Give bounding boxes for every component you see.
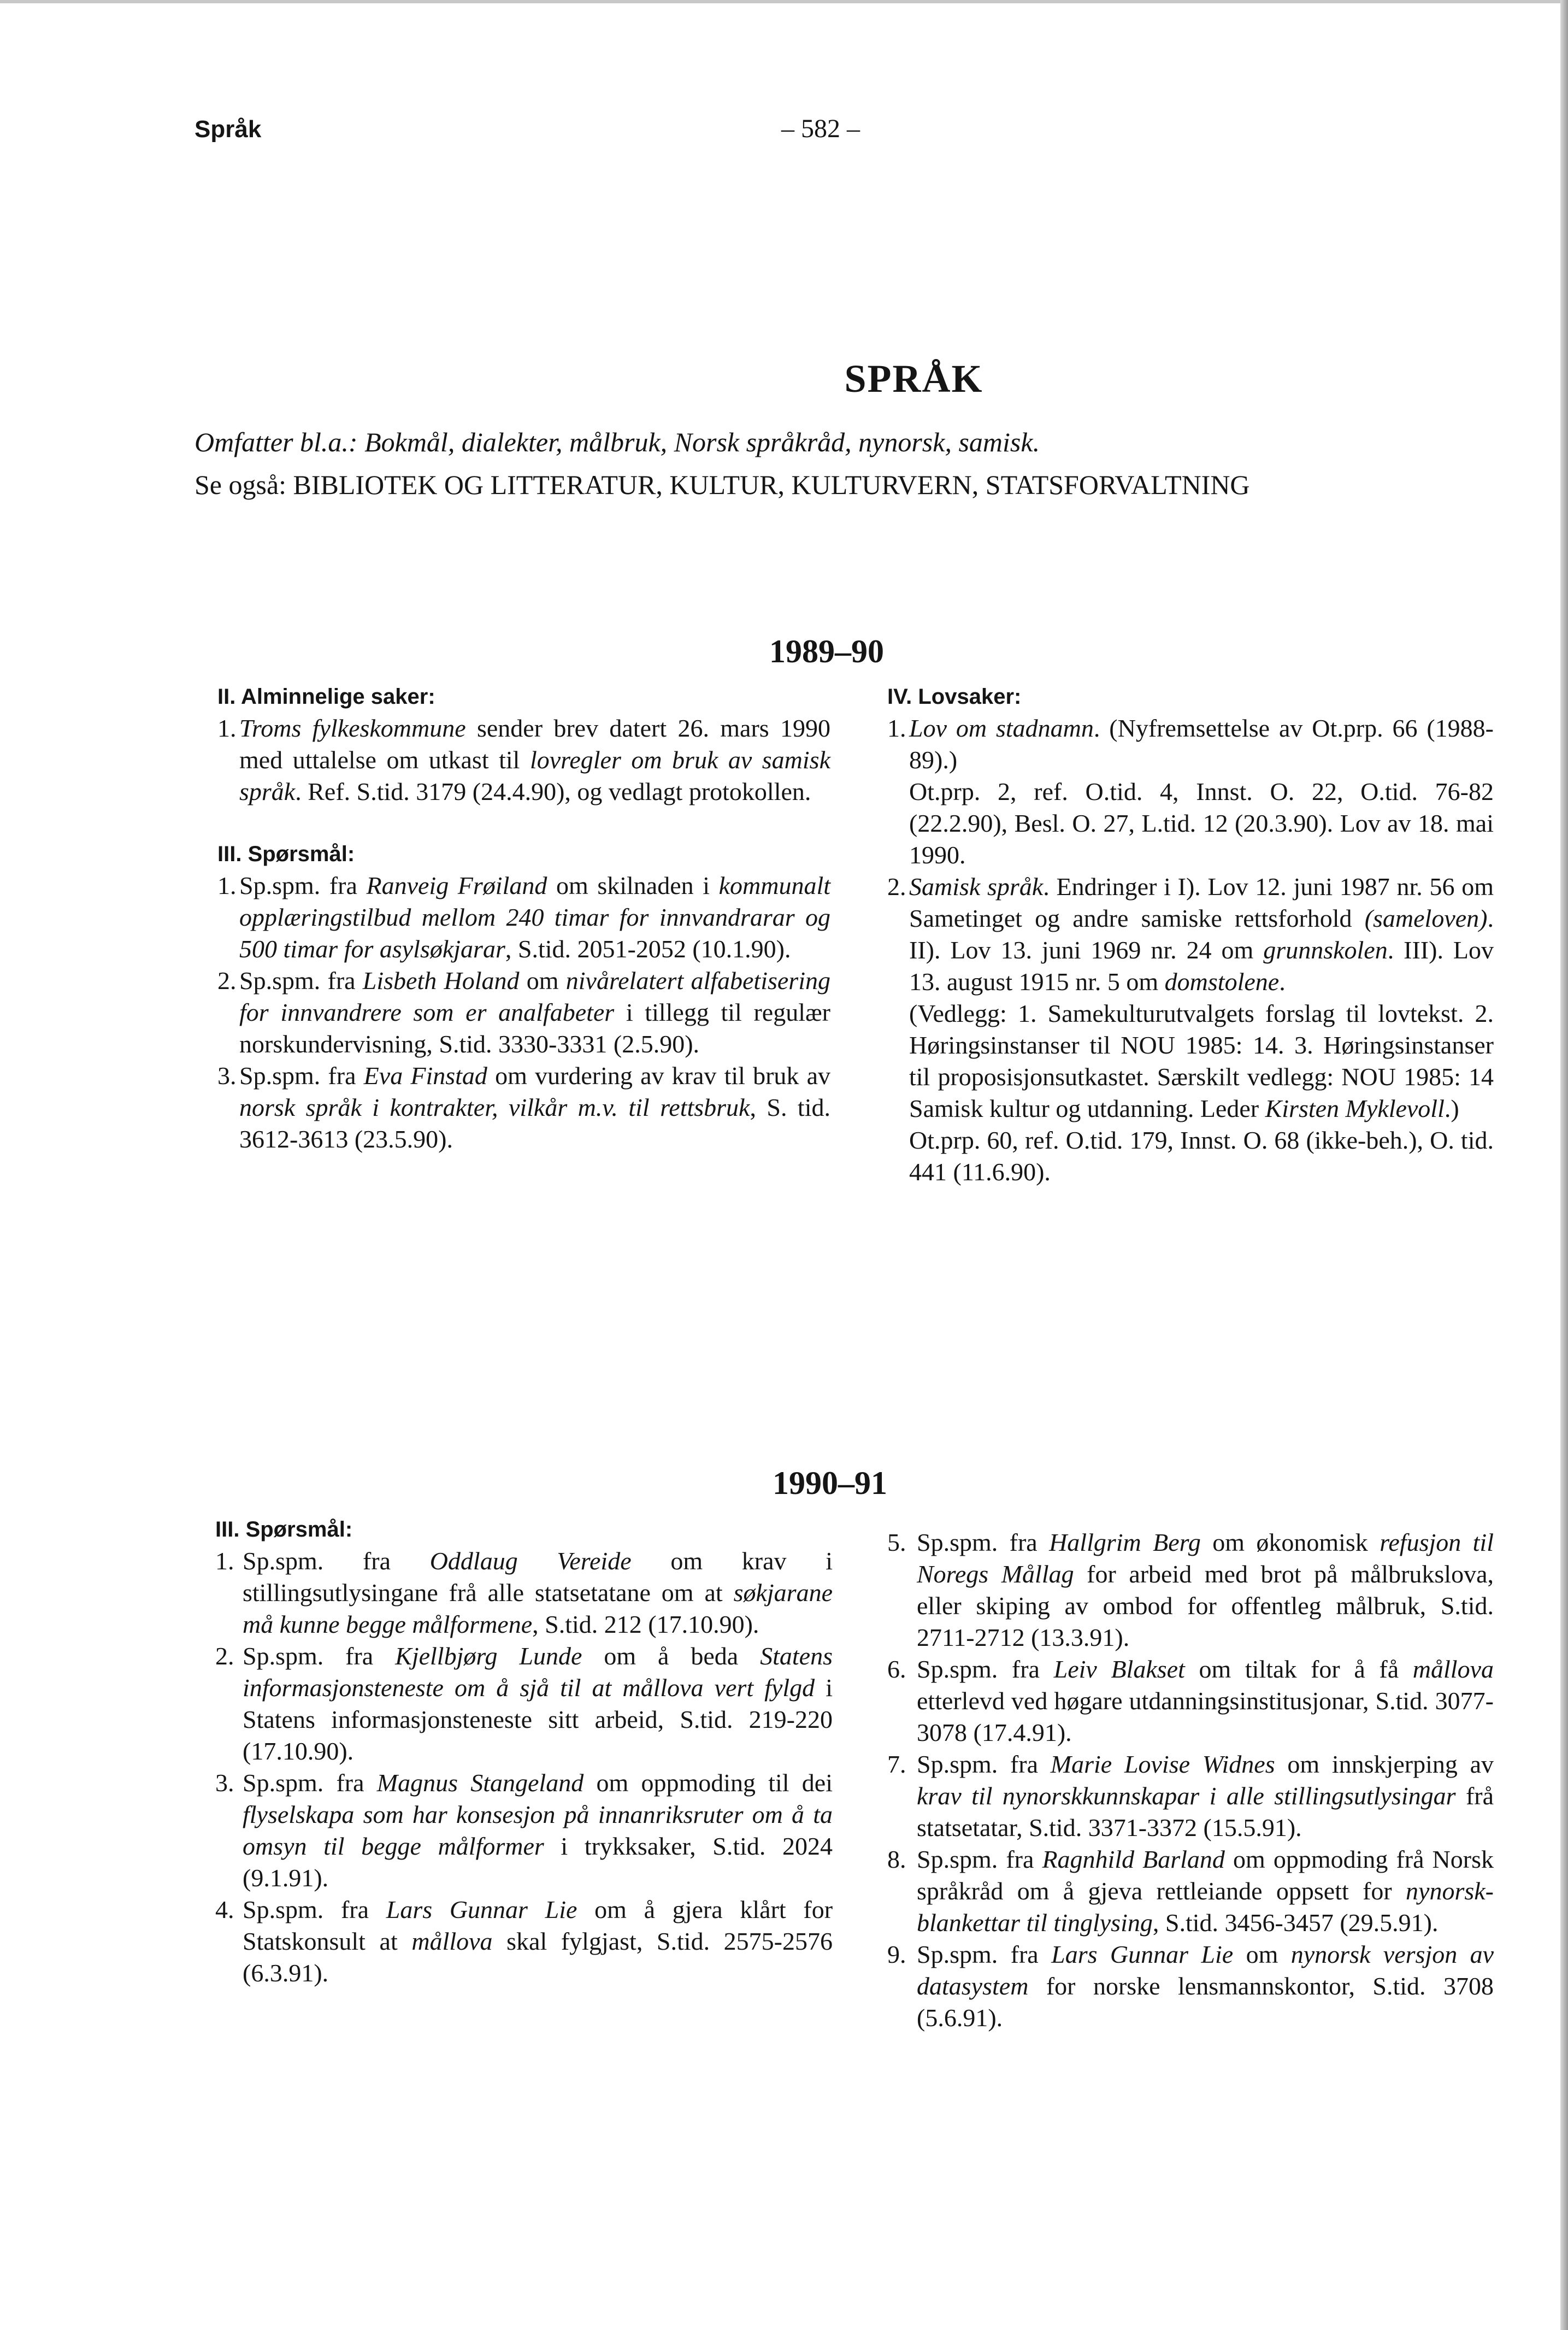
list-item bbox=[215, 1894, 833, 1989]
item-number: 6. bbox=[887, 1655, 906, 1683]
item-number: 3. bbox=[217, 1062, 237, 1090]
item-text: Sp.spm. fra Leiv Blakset om tiltak for å få mållova etterlevd ved høgare utdanningsinstitusjonar, S.tid. 3077-3078 (17.4.91). bbox=[917, 1655, 1494, 1746]
subsection-heading: IV. Lovsaker: bbox=[887, 685, 1022, 709]
left-column-1989 bbox=[217, 681, 830, 1155]
scope-note: Omfatter bl.a.: Bokmål, dialekter, målbruk, Norsk språkråd, nynorsk, samisk. bbox=[194, 427, 1040, 457]
item-text: Sp.spm. fra Ranveig Frøiland om skilnaden i kommunalt opplæringstilbud mellom 240 timar for innvandrarar og 500 timar for asylsøkjarar, S.tid. 2051-2052 (10.1.90). bbox=[239, 872, 831, 963]
item-number: 1. bbox=[887, 714, 906, 742]
list-item bbox=[887, 1939, 1494, 2034]
item-text: Sp.spm. fra Oddlaug Vereide om krav i stillingsutlysingane frå alle statsetatane om at søkjarane må kunne begge målformene, S.tid. 212 (17.10.90). bbox=[243, 1547, 833, 1638]
session-year-heading: 1990–91 bbox=[773, 1465, 887, 1501]
session-year-heading: 1989–90 bbox=[769, 633, 884, 669]
list-item bbox=[217, 870, 830, 965]
item-number: 1. bbox=[217, 714, 237, 742]
item-text: Troms fylkeskommune sender brev datert 26. mars 1990 med uttalelse om utkast til lovregler om bruk av samisk språk. Ref. S.tid. 3179 (24.4.90), og vedlagt protokollen. bbox=[239, 714, 830, 805]
running-head: Språk bbox=[194, 116, 262, 143]
subsection-heading: II. Alminnelige saker: bbox=[217, 685, 435, 709]
left-column-1990 bbox=[215, 1514, 833, 1989]
item-number: 2. bbox=[887, 873, 906, 901]
item-number: 2. bbox=[217, 967, 237, 995]
item-text: Sp.spm. fra Lars Gunnar Lie om nynorsk versjon av datasystem for norske lensmannskontor, S.tid. 3708 (5.6.91). bbox=[917, 1940, 1494, 2032]
item-text: Lov om stadnamn. (Nyfremsettelse av Ot.prp. 66 (1988-89).) Ot.prp. 2, ref. O.tid. 4, Innst. O. 22, O.tid. 76-82 (22.2.90), Besl. O. 27, L.tid. 12 (20.3.90). Lov av 18. mai 1990. bbox=[909, 714, 1494, 869]
item-text: Sp.spm. fra Kjellbjørg Lunde om å beda Statens informasjonsteneste om å sjå til at mållova vert fylgd i Statens informasjonsteneste sitt arbeid, S.tid. 219-220 (17.10.90). bbox=[243, 1642, 833, 1765]
list-item bbox=[215, 1545, 833, 1640]
item-text: Sp.spm. fra Hallgrim Berg om økonomisk refusjon til Noregs Mållag for arbeid med brot på målbrukslova, eller skiping av ombod for offentleg målbruk, S.tid. 2711-2712 (13.3.91). bbox=[917, 1528, 1494, 1651]
subsection-heading: III. Spørsmål: bbox=[217, 842, 355, 866]
item-number: 1. bbox=[215, 1547, 234, 1575]
list-item bbox=[215, 1640, 833, 1767]
item-number: 8. bbox=[887, 1845, 906, 1873]
scan-right-edge bbox=[1560, 0, 1568, 2330]
list-item bbox=[887, 713, 1494, 871]
item-text: Sp.spm. fra Marie Lovise Widnes om innskjerping av krav til nynorskkunnskapar i alle stillingsutlysingar frå statsetatar, S.tid. 3371-3372 (15.5.91). bbox=[917, 1750, 1494, 1841]
list-item bbox=[217, 1060, 830, 1155]
list-item bbox=[887, 1749, 1494, 1844]
list-item bbox=[887, 1527, 1494, 1654]
list-item bbox=[217, 713, 830, 808]
subsection-heading: III. Spørsmål: bbox=[215, 1517, 353, 1541]
page-number: – 582 – bbox=[781, 114, 860, 143]
item-text: Sp.spm. fra Magnus Stangeland om oppmoding til dei flyselskapa som har konsesjon på innanriksruter om å ta omsyn til begge målformer i trykksaker, S.tid. 2024 (9.1.91). bbox=[243, 1769, 833, 1892]
item-number: 9. bbox=[887, 1940, 906, 1968]
list-item bbox=[887, 1654, 1494, 1749]
item-text: Sp.spm. fra Ragnhild Barland om oppmoding frå Norsk språkråd om å gjeva rettleiande oppsett for nynorsk-blankettar til tinglysing, S.tid. 3456-3457 (29.5.91). bbox=[917, 1845, 1494, 1937]
item-text: Sp.spm. fra Lars Gunnar Lie om å gjera klårt for Statskonsult at mållova skal fylgjast, S.tid. 2575-2576 (6.3.91). bbox=[243, 1896, 833, 1987]
list-item bbox=[887, 1844, 1494, 1939]
right-column-1989 bbox=[887, 681, 1494, 1188]
item-number: 3. bbox=[215, 1769, 234, 1797]
scan-top-edge bbox=[0, 0, 1568, 3]
item-number: 5. bbox=[887, 1528, 906, 1556]
section-title: SPRÅK bbox=[844, 357, 983, 401]
list-item bbox=[887, 871, 1494, 1188]
see-also-note: Se også: BIBLIOTEK OG LITTERATUR, KULTUR, KULTURVERN, STATSFORVALTNING bbox=[194, 469, 1250, 500]
right-column-1990 bbox=[887, 1527, 1494, 2034]
list-item bbox=[217, 965, 830, 1060]
list-item bbox=[215, 1767, 833, 1894]
item-number: 4. bbox=[215, 1896, 234, 1923]
item-number: 1. bbox=[217, 872, 237, 899]
item-number: 7. bbox=[887, 1750, 906, 1778]
item-number: 2. bbox=[215, 1642, 234, 1670]
item-text: Samisk språk. Endringer i I). Lov 12. juni 1987 nr. 56 om Sametinget og andre samiske rettsforhold (sameloven). II). Lov 13. juni 1969 nr. 24 om grunnskolen. III). Lov 13. august 1915 nr. 5 om domstolene. (Vedlegg: 1. Samekulturutvalgets forslag til lovtekst. 2. Høringsinstanser til NOU 1985: 14. 3. Høringsinstanser til proposisjonsutkastet. Særskilt vedlegg: NOU 1985: 14 Samisk kultur og utdanning. Leder Kirsten Myklevoll.) Ot.prp. 60, ref. O.tid. 179, Innst. O. 68 (ikke-beh.), O. tid. 441 (11.6.90). bbox=[909, 873, 1494, 1186]
item-text: Sp.spm. fra Lisbeth Holand om nivårelatert alfabetisering for innvandrere som er analfabeter i tillegg til regulær norskundervisning, S.tid. 3330-3331 (2.5.90). bbox=[239, 967, 830, 1058]
item-text: Sp.spm. fra Eva Finstad om vurdering av krav til bruk av norsk språk i kontrakter, vilkår m.v. til rettsbruk, S. tid. 3612-3613 (23.5.90). bbox=[239, 1062, 831, 1153]
